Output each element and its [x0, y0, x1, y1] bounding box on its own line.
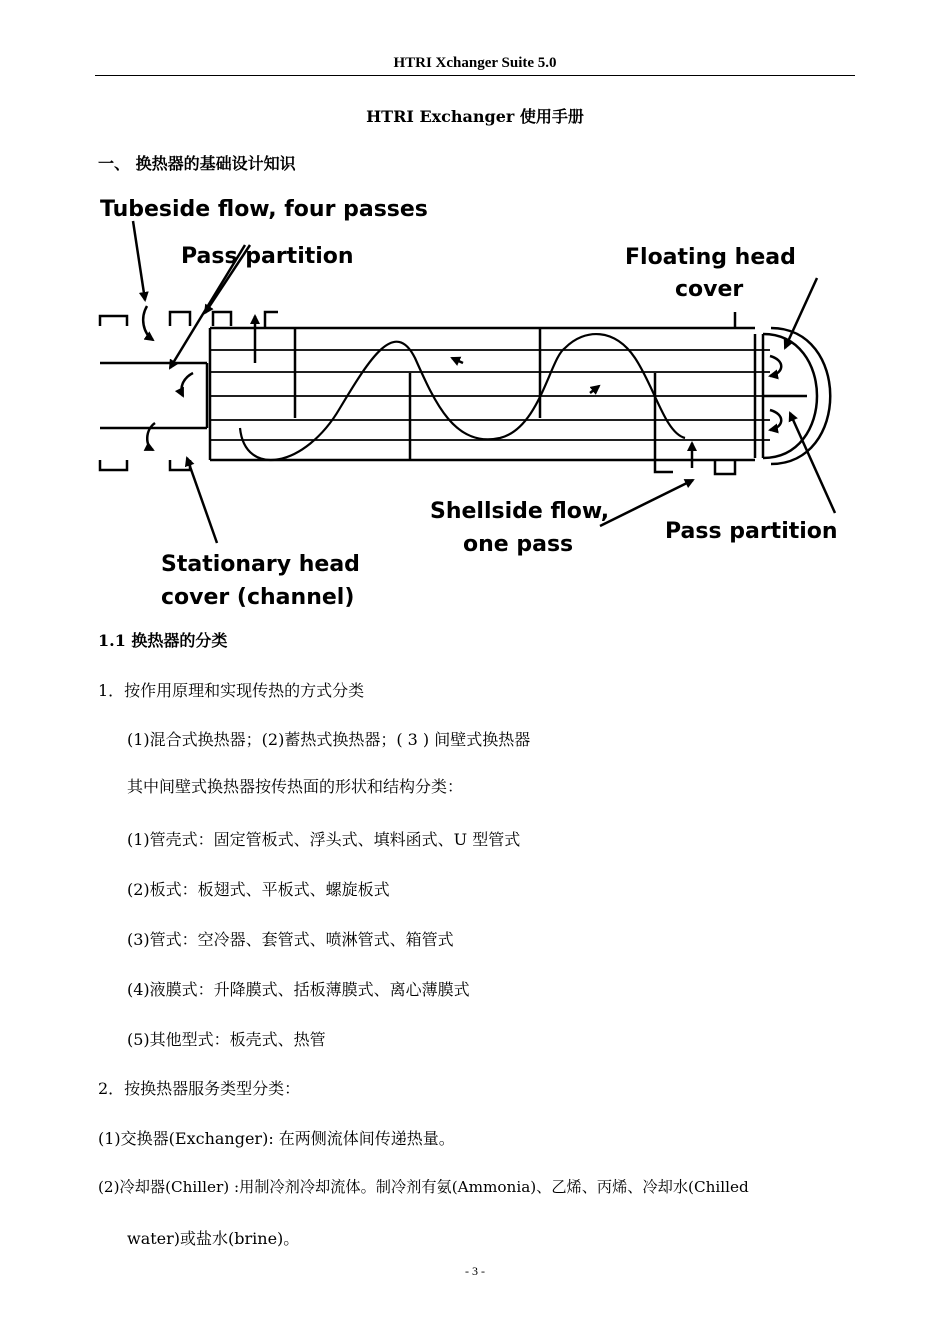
label-one-pass: one pass — [463, 532, 574, 557]
page-number: - 3 - — [465, 1264, 485, 1278]
type-tube: (3)管式：空冷器、套管式、喷淋管式、箱管式 — [127, 930, 454, 949]
service-chiller-continued: water)或盐水(brine)。 — [127, 1229, 300, 1248]
classification-by-principle: 1．按作用原理和实现传热的方式分类 — [98, 681, 365, 700]
page-header: HTRI Xchanger Suite 5.0 — [393, 55, 557, 71]
type-other: (5)其他型式：板壳式、热管 — [127, 1030, 326, 1049]
label-floating-head: Floating head — [625, 245, 796, 270]
service-exchanger: (1)交换器(Exchanger): 在两侧流体间传递热量。 — [98, 1129, 455, 1148]
classification-by-service: 2．按换热器服务类型分类： — [98, 1079, 301, 1098]
document-title: HTRI Exchanger 使用手册 — [366, 107, 584, 126]
classification-principle-list: (1)混合式换热器；(2)蓄热式换热器；( 3 ) 间壁式换热器 — [127, 730, 531, 749]
label-pass-partition-right: Pass partition — [665, 519, 838, 544]
header-rule — [95, 75, 855, 76]
label-pass-partition-left: Pass partition — [181, 244, 354, 269]
heat-exchanger-diagram — [95, 188, 851, 610]
label-tubeside-flow: Tubeside flow, four passes — [100, 197, 428, 222]
type-plate: (2)板式：板翅式、平板式、螺旋板式 — [127, 880, 390, 899]
label-stationary-head: Stationary head — [161, 552, 360, 577]
label-stationary-head-channel: cover (channel) — [161, 585, 355, 610]
label-shellside-flow: Shellside flow, — [430, 499, 610, 524]
label-floating-head-cover: cover — [675, 277, 744, 302]
subsection-heading: 1.1 换热器的分类 — [98, 631, 228, 650]
type-liquid-film: (4)液膜式：升降膜式、括板薄膜式、离心薄膜式 — [127, 980, 470, 999]
classification-surface-intro: 其中间壁式换热器按传热面的形状和结构分类： — [127, 777, 464, 796]
type-shell-tube: (1)管壳式：固定管板式、浮头式、填料函式、U 型管式 — [127, 830, 521, 849]
service-chiller: (2)冷却器(Chiller) :用制冷剂冷却流体。制冷剂有氨(Ammonia)、乙烯、丙烯、冷却水(Chilled — [98, 1178, 749, 1196]
section-heading: 一、 换热器的基础设计知识 — [98, 154, 296, 173]
